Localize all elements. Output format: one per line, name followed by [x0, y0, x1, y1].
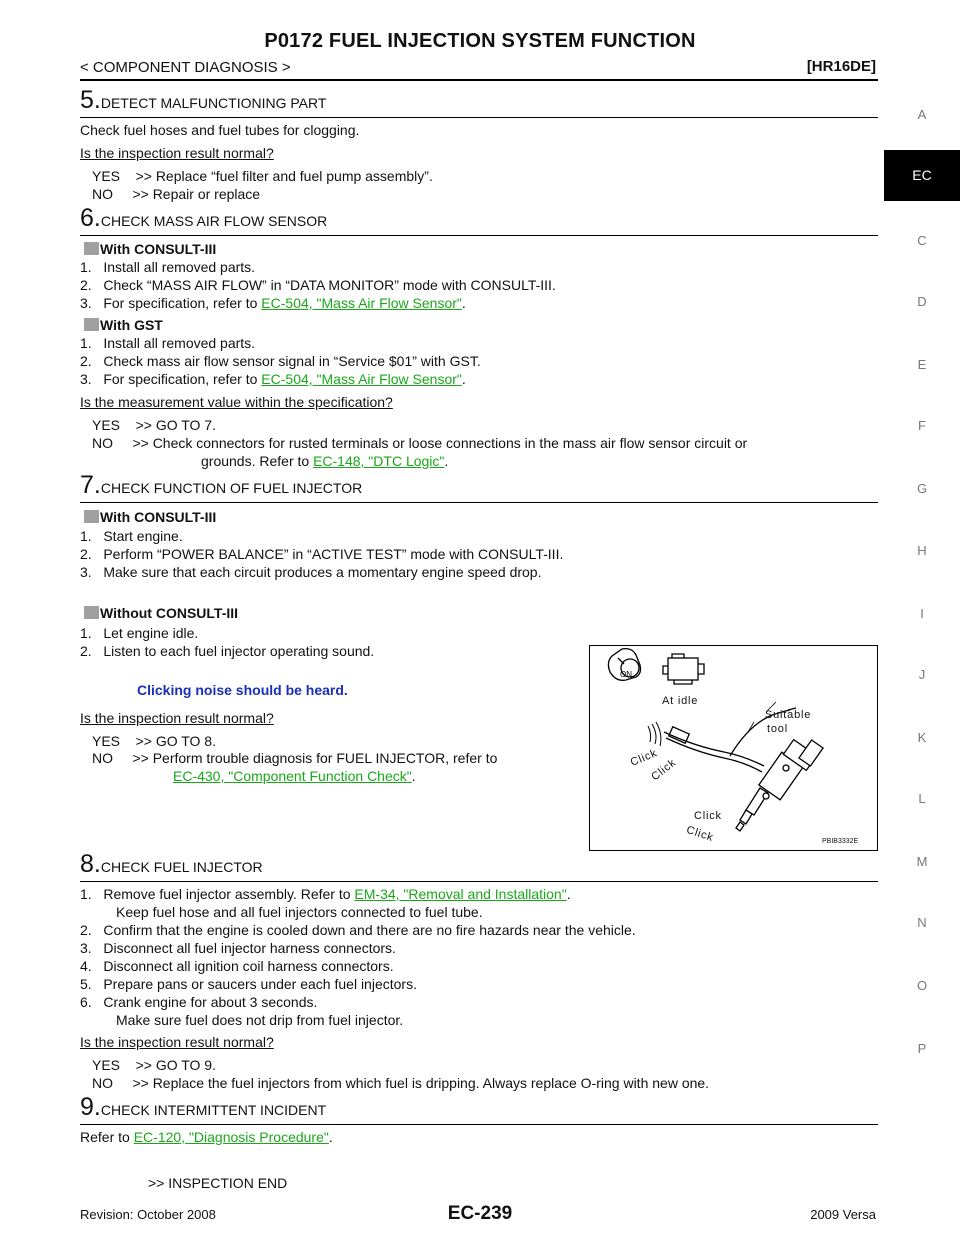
step5-yes: YES >> Replace “fuel filter and fuel pump assembly”.	[92, 168, 433, 184]
label-click: Click	[694, 810, 722, 822]
sidebar-tab-h[interactable]: H	[917, 543, 927, 558]
step7-mode-consult: With CONSULT-III	[84, 509, 216, 526]
step7-yes: YES >> GO TO 8.	[92, 733, 216, 749]
step9-heading: 9.CHECK INTERMITTENT INCIDENT	[80, 1093, 327, 1121]
engine-label: [HR16DE]	[806, 58, 876, 75]
list-item-cont: Make sure fuel does not drip from fuel injector.	[116, 1012, 404, 1028]
step8-no: NO >> Replace the fuel injectors from which fuel is dripping. Always replace O-ring with new one.	[92, 1075, 710, 1091]
engine-icon	[663, 654, 704, 684]
link-ec504[interactable]: EC-504, "Mass Air Flow Sensor"	[261, 371, 462, 387]
step5-no: NO >> Repair or replace	[92, 186, 261, 202]
list-item: 3. For specification, refer to EC-504, "Mass Air Flow Sensor".	[80, 371, 466, 387]
link-ec120[interactable]: EC-120, "Diagnosis Procedure"	[133, 1129, 329, 1145]
list-item: 5. Prepare pans or saucers under each fuel injectors.	[80, 976, 417, 992]
divider	[80, 117, 878, 118]
list-item: 4. Disconnect all ignition coil harness connectors.	[80, 958, 394, 974]
step7-no-cont: EC-430, "Component Function Check".	[173, 768, 416, 784]
step5-heading: 5.DETECT MALFUNCTIONING PART	[80, 86, 327, 114]
step6-heading: 6.CHECK MASS AIR FLOW SENSOR	[80, 204, 328, 232]
list-item: 2. Listen to each fuel injector operating sound.	[80, 643, 375, 659]
list-item: 1. Remove fuel injector assembly. Refer to EM-34, "Removal and Installation".	[80, 886, 571, 902]
label-at-idle: At idle	[662, 695, 699, 707]
section-label: < COMPONENT DIAGNOSIS >	[80, 59, 291, 76]
list-item: 6. Crank engine for about 3 seconds.	[80, 994, 318, 1010]
sidebar-tab-g[interactable]: G	[916, 481, 928, 496]
step6-mode-gst: With GST	[84, 317, 163, 334]
sidebar-tab-i[interactable]: I	[920, 606, 924, 621]
link-ec504[interactable]: EC-504, "Mass Air Flow Sensor"	[261, 295, 462, 311]
list-item: 3. Make sure that each circuit produces a momentary engine speed drop.	[80, 564, 542, 580]
sidebar-tab-n[interactable]: N	[917, 915, 927, 930]
mode-marker-icon	[84, 510, 99, 523]
injector-figure	[589, 645, 878, 851]
list-item: 2. Check “MASS AIR FLOW” in “DATA MONITOR” mode with CONSULT-III.	[80, 277, 556, 293]
revision-label: Revision: October 2008	[80, 1207, 216, 1222]
divider	[80, 235, 878, 236]
list-item: 2. Check mass air flow sensor signal in “Service $01” with GST.	[80, 353, 481, 369]
figure-code: PBIB3332E	[822, 838, 859, 845]
step7-question: Is the inspection result normal?	[80, 710, 274, 726]
sidebar-tab-j[interactable]: J	[918, 667, 926, 682]
step8-yes: YES >> GO TO 9.	[92, 1057, 216, 1073]
list-item: 1. Let engine idle.	[80, 625, 199, 641]
sidebar-tab-o[interactable]: O	[916, 978, 928, 993]
sidebar-tab-c[interactable]: C	[917, 233, 927, 248]
list-item: 1. Install all removed parts.	[80, 335, 256, 351]
on-label: ON	[620, 670, 632, 679]
label-click: Click	[628, 747, 660, 769]
link-ec148[interactable]: EC-148, "DTC Logic"	[313, 453, 445, 469]
list-item: 1. Start engine.	[80, 528, 183, 544]
step7-heading: 7.CHECK FUNCTION OF FUEL INJECTOR	[80, 471, 363, 499]
injector-illustration	[590, 646, 877, 850]
list-item: 3. Disconnect all fuel injector harness connectors.	[80, 940, 396, 956]
page-number: EC-239	[447, 1203, 513, 1224]
divider	[80, 502, 878, 503]
sidebar-tab-d[interactable]: D	[917, 294, 927, 309]
header-rule	[80, 79, 878, 81]
mode-marker-icon	[84, 606, 99, 619]
list-item: 3. For specification, refer to EC-504, "Mass Air Flow Sensor".	[80, 295, 466, 311]
step6-yes: YES >> GO TO 7.	[92, 417, 216, 433]
mode-marker-icon	[84, 242, 99, 255]
divider	[80, 881, 878, 882]
sound-wave-icon	[648, 722, 661, 746]
step6-no-cont: grounds. Refer to EC-148, "DTC Logic".	[201, 453, 449, 469]
label-click: Click	[649, 756, 679, 784]
note-clicking: Clicking noise should be heard.	[137, 682, 348, 698]
list-item: 2. Perform “POWER BALANCE” in “ACTIVE TEST” mode with CONSULT-III.	[80, 546, 564, 562]
page-title: P0172 FUEL INJECTION SYSTEM FUNCTION	[264, 30, 696, 52]
link-ec430[interactable]: EC-430, "Component Function Check"	[173, 768, 412, 784]
sidebar-tab-f[interactable]: F	[918, 418, 926, 433]
step5-body: Check fuel hoses and fuel tubes for clogging.	[80, 122, 360, 138]
list-item: 2. Confirm that the engine is cooled down and there are no fire hazards near the vehicle.	[80, 922, 636, 938]
list-item: 1. Install all removed parts.	[80, 259, 256, 275]
list-item-cont: Keep fuel hose and all fuel injectors connected to fuel tube.	[116, 904, 483, 920]
sidebar-tab-m[interactable]: M	[916, 854, 928, 869]
step5-question: Is the inspection result normal?	[80, 145, 274, 161]
step8-question: Is the inspection result normal?	[80, 1034, 274, 1050]
inspection-end: >> INSPECTION END	[148, 1175, 288, 1191]
step6-question: Is the measurement value within the specification?	[80, 394, 393, 410]
step6-mode-consult: With CONSULT-III	[84, 241, 216, 258]
sidebar-tab-ec[interactable]: EC	[884, 150, 960, 201]
fuel-injector-icon	[736, 740, 823, 831]
sidebar-tab-p[interactable]: P	[917, 1041, 927, 1056]
sidebar-tab-a[interactable]: A	[917, 107, 927, 122]
sidebar-tab-k[interactable]: K	[917, 730, 927, 745]
mode-marker-icon	[84, 318, 99, 331]
step7-no: NO >> Perform trouble diagnosis for FUEL INJECTOR, refer to	[92, 750, 498, 766]
sidebar-tab-e[interactable]: E	[917, 357, 927, 372]
step8-heading: 8.CHECK FUEL INJECTOR	[80, 850, 263, 878]
step9-ref: Refer to EC-120, "Diagnosis Procedure".	[80, 1129, 333, 1145]
on-badge	[620, 670, 632, 679]
step7-mode-without: Without CONSULT-III	[84, 605, 238, 622]
model-label: 2009 Versa	[810, 1207, 876, 1222]
sidebar-tab-l[interactable]: L	[918, 791, 926, 806]
divider	[80, 1124, 878, 1125]
label-click: Click	[684, 823, 716, 845]
label-suitable: Suitable	[765, 709, 812, 721]
link-em34[interactable]: EM-34, "Removal and Installation"	[354, 886, 567, 902]
label-tool: tool	[767, 723, 788, 735]
step6-no: NO >> Check connectors for rusted terminals or loose connections in the mass air flow sensor circuit or	[92, 435, 748, 451]
